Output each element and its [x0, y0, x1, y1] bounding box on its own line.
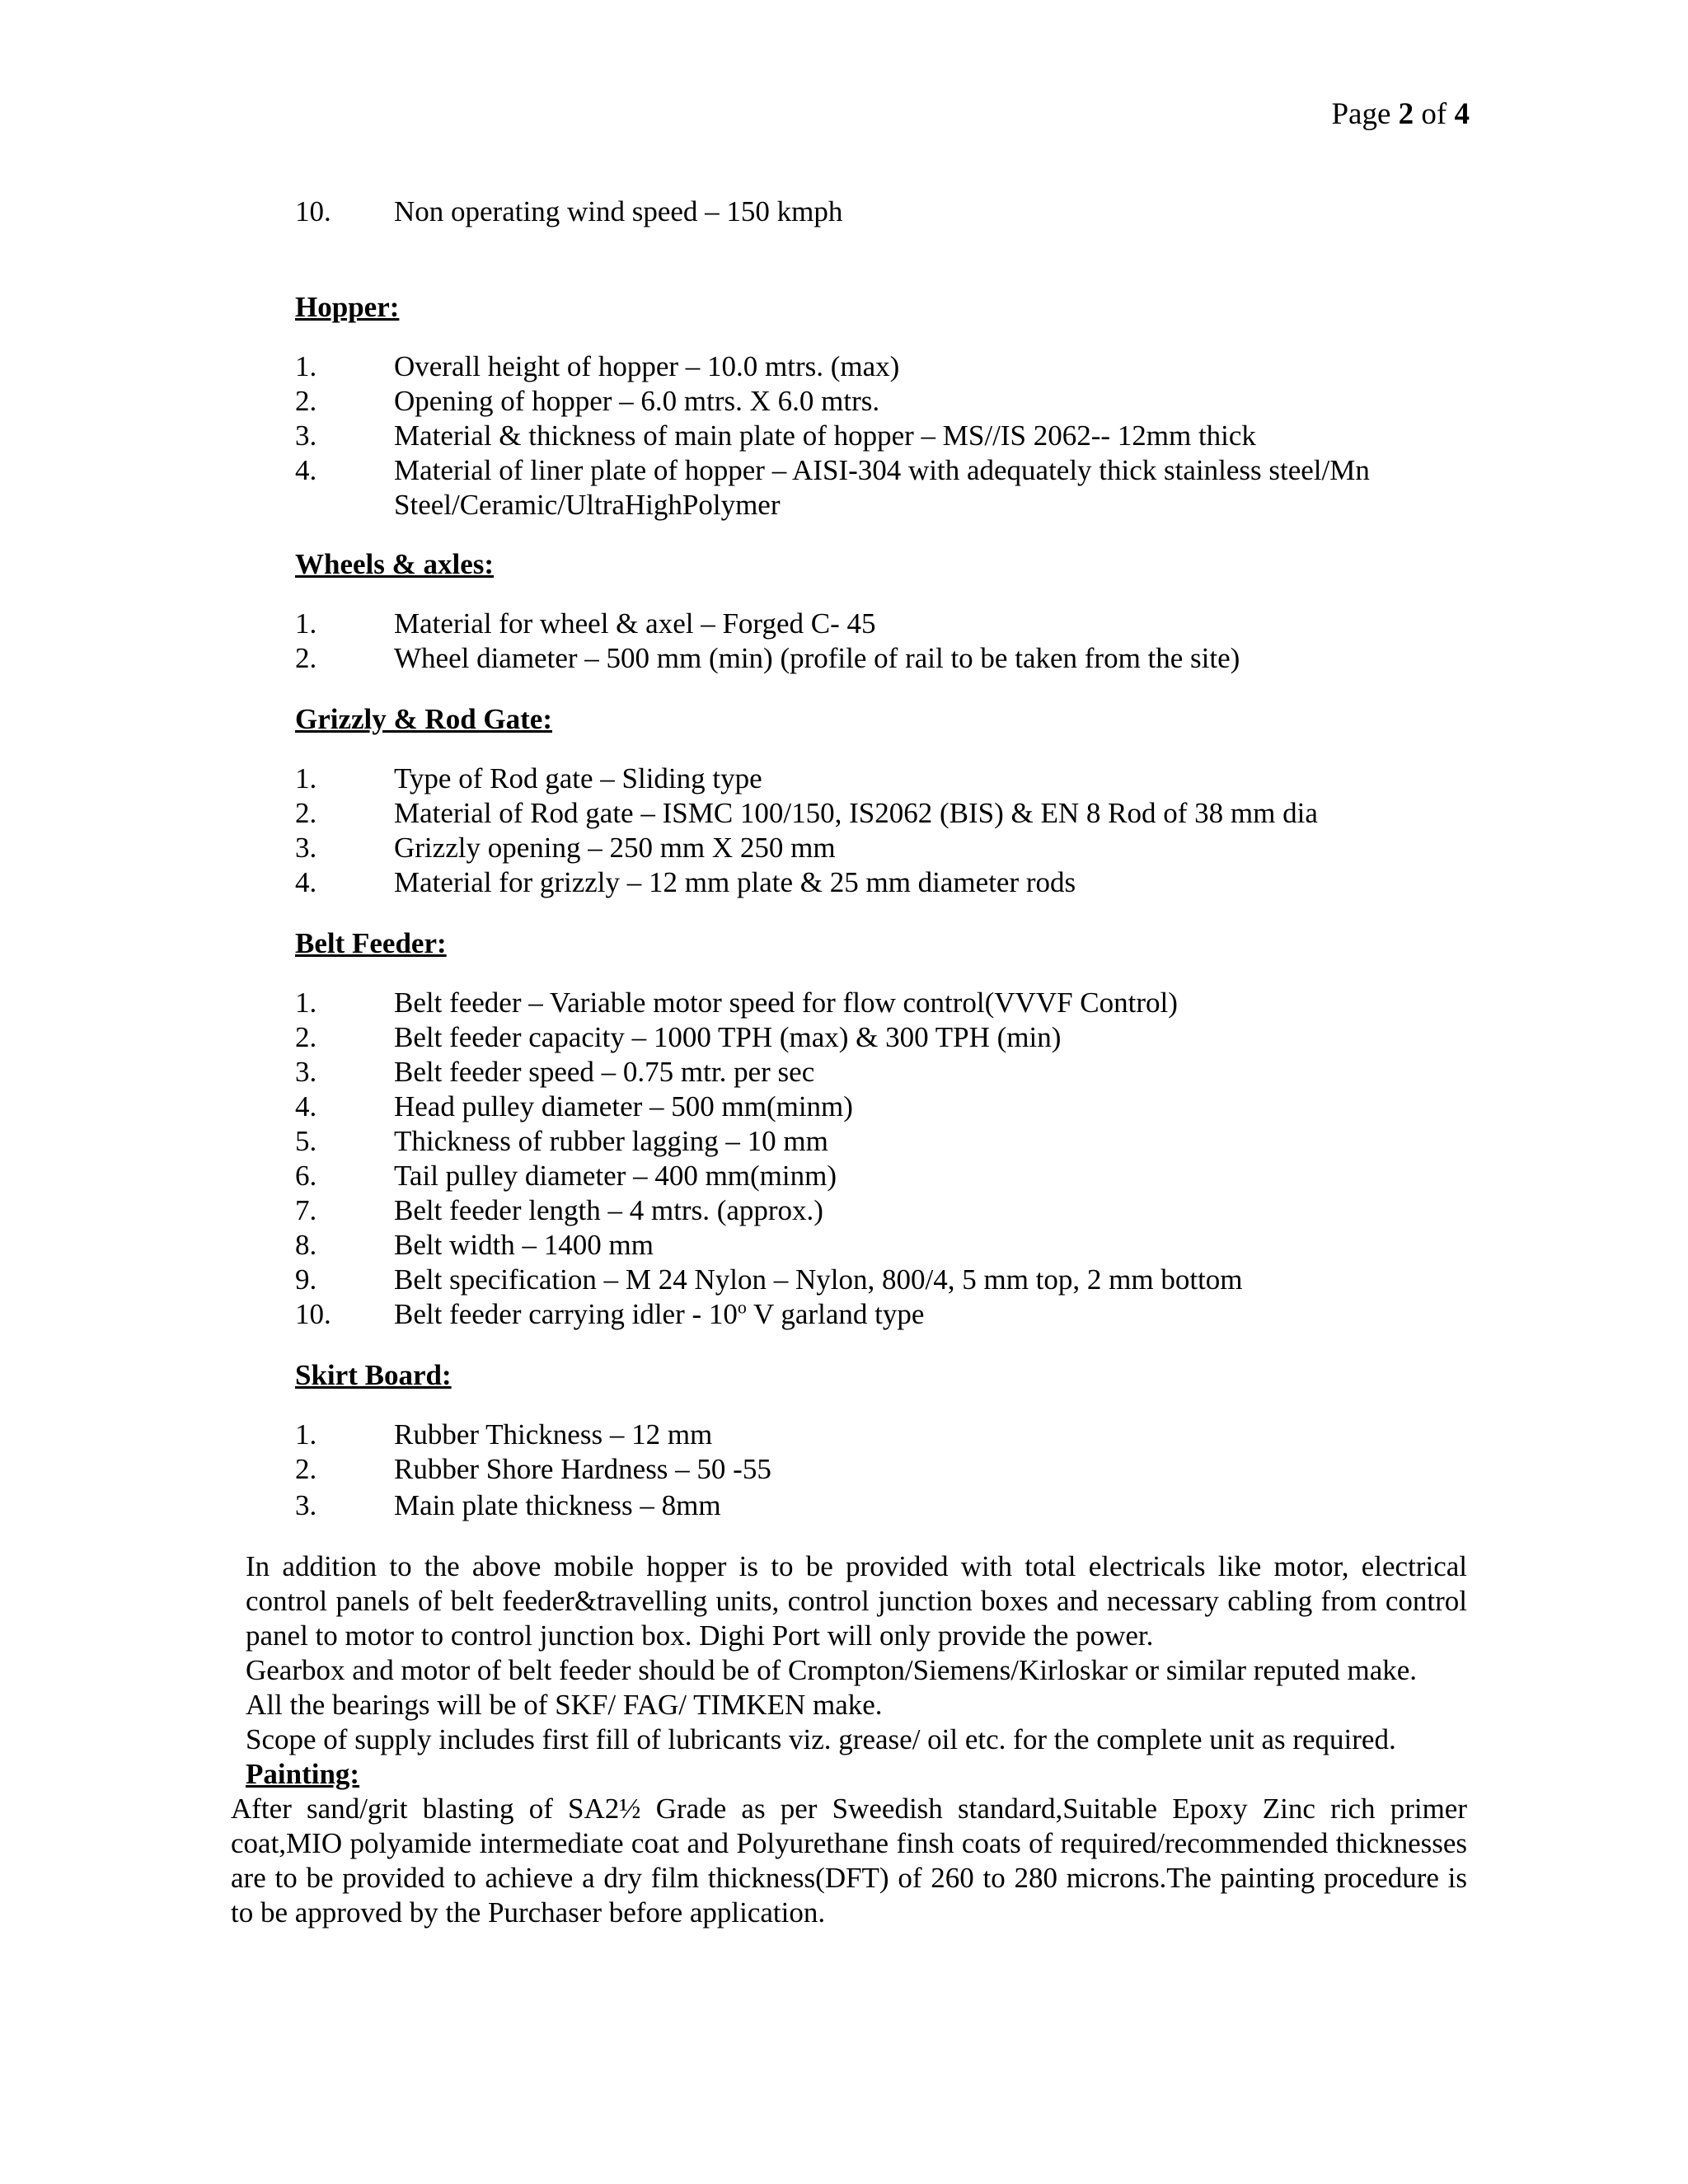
- section-heading-belt-feeder: Belt Feeder:: [295, 927, 447, 959]
- page-number: Page 2 of 4: [1331, 97, 1470, 131]
- paragraph-bearings: All the bearings will be of SKF/ FAG/ TIMKEN make.: [246, 1689, 883, 1721]
- paragraph-electricals: In addition to the above mobile hopper is to be provided with total electricals like motor, electrical control panels of belt feeder&travelling units, control junction boxes and necessary cabling from control panel to motor to control junction box. Dighi Port will only provide the power.: [246, 1550, 1467, 1652]
- paragraph-scope: Scope of supply includes first fill of lubricants viz. grease/ oil etc. for the complete unit as required.: [246, 1723, 1396, 1755]
- paragraph-painting: After sand/grit blasting of SA2½ Grade as per Sweedish standard,Suitable Epoxy Zinc rich primer coat,MIO polyamide intermediate coat and Polyurethane finsh coats of required/recommended thicknesses are to be provided to achieve a dry film thickness(DFT) of 260 to 280 microns.The painting procedure is to be approved by the Purchaser before application.: [231, 1793, 1467, 1929]
- document-page: Page 2 of 4 10. Non operating wind speed – 150 kmph Hopper: 1. Overall height of hopper – 10.0 mtrs. (max) 2. Opening of hopper – 6.0 mtrs. X 6.0 mtrs. 3. Material & thickness of main plate of hopper – MS//IS 2062-- 12mm thick 4. Material of liner plate of hopper – AISI-304 with adequately thick stainless steel/Mn Steel/Ceramic/UltraHighPolymer Wheels & axles: 1. Material for wheel & axel – Forged C- 45 2. Wheel diameter – 500 mm (min) (profile of rail to be taken from the site) Grizzly & Rod Gate: 1. Type of Rod gate – Sliding type 2. Material of Rod gate – ISMC 100/150, IS2062 (BIS) & EN 8 Rod of 38 mm dia 3. Grizzly opening – 250 mm X 250 mm 4. Material for grizzly – 12 mm plate & 25 mm diameter rods Belt Feeder: 1. Belt feeder – Variable motor speed for flow control(VVVF Control) 2. Belt feeder capacity – 1000 TPH (max) & 300 TPH (min) 3. Belt feeder speed – 0.75 mtr. per sec 4. Head pulley diameter – 500 mm(minm) 5. Thickness of rubber lagging – 10 mm 6. Tail pulley diameter – 400 mm(minm) 7. Belt feeder length – 4 mtrs. (approx.) 8. Belt width – 1400 mm 9. Belt specification – M 24 Nylon – Nylon, 800/4, 5 mm top, 2 mm bottom 10. Belt feeder carrying idler - 10$^o$ V garland type Skirt Board: 1. Rubber Thickness – 12 mm 2. Rubber Shore Hardness – 50 -55 3. Main plate thickness – 8mm In addition to the above mobile hopper is to be provided with total electricals like motor, electrical control panels of belt feeder&travelling units, control junction boxes and necessary cabling from control panel to motor to control junction box. Dighi Port will only provide the power. Gearbox and motor of belt feeder should be of Crompton/Siemens/Kirloskar or similar reputed make. All the bearings will be of SKF/ FAG/ TIMKEN make. Scope of supply includes first fill of lubricants viz. grease/ oil etc. for the complete unit as required. Painting: After sand/grit blasting of SA2½ Grade as per Sweedish standard,Suitable Epoxy Zinc rich primer coat,MIO polyamide intermediate coat and Polyurethane finsh coats of required/recommended thicknesses are to be provided to achieve a dry film thickness(DFT) of 260 to 280 microns.The painting procedure is to be approved by the Purchaser before application.: [231, 97, 1470, 1929]
- section-heading-wheels: Wheels & axles:: [295, 548, 495, 580]
- section-heading-grizzly: Grizzly & Rod Gate:: [295, 703, 552, 735]
- section-heading-skirt-board: Skirt Board:: [295, 1359, 452, 1391]
- paragraph-gearbox: Gearbox and motor of belt feeder should be of Crompton/Siemens/Kirloskar or similar reputed make.: [246, 1654, 1418, 1686]
- section-heading-painting: Painting:: [246, 1758, 360, 1790]
- section-heading-hopper: Hopper:: [295, 291, 400, 323]
